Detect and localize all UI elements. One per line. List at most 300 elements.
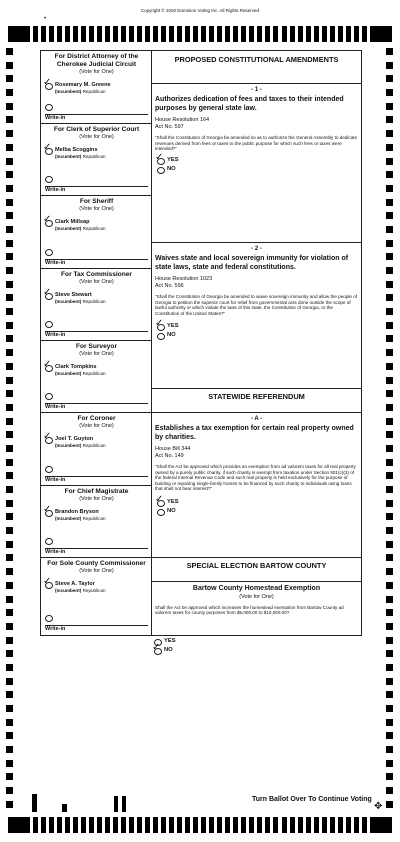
timing-mark xyxy=(137,817,142,833)
timing-mark xyxy=(386,527,393,534)
timing-mark xyxy=(386,472,393,479)
no-option[interactable]: ✓ NO xyxy=(152,642,173,653)
timing-mark xyxy=(6,363,13,370)
timing-mark xyxy=(6,773,13,780)
no-oval[interactable] xyxy=(157,167,165,174)
timing-mark xyxy=(386,377,393,384)
timing-mark xyxy=(97,26,102,42)
timing-mark xyxy=(209,26,214,42)
amendment-number: - 2 - xyxy=(251,246,262,252)
timing-mark xyxy=(8,26,30,42)
contest xyxy=(41,486,152,558)
timing-mark xyxy=(386,75,393,82)
timing-mark xyxy=(386,431,393,438)
amendment-act: Act No. 597 xyxy=(155,124,184,130)
timing-mark xyxy=(6,623,13,630)
timing-mark xyxy=(386,691,393,698)
timing-mark xyxy=(6,472,13,479)
write-in-oval[interactable] xyxy=(45,466,53,473)
candidate-name: Steve Stewart xyxy=(55,292,92,298)
special-election-header: SPECIAL ELECTION BARTOW COUNTY xyxy=(152,558,361,582)
code-block xyxy=(32,794,37,812)
timing-mark xyxy=(386,240,393,247)
check-mark-icon: ✓ xyxy=(43,359,52,370)
timing-mark xyxy=(386,62,393,69)
timing-mark xyxy=(6,335,13,342)
vote-for-instruction: (Vote for One) xyxy=(79,351,114,357)
write-in-label: Write-in xyxy=(45,626,66,632)
timing-mark xyxy=(6,349,13,356)
timing-mark xyxy=(306,817,311,833)
referendum-title: Establishes a tax exemption for certain real property owned by charities. xyxy=(155,425,354,441)
check-mark-icon: ✓ xyxy=(155,493,164,505)
timing-mark xyxy=(314,26,319,42)
referendum-act: Act No. 149 xyxy=(155,453,184,459)
timing-mark xyxy=(362,26,367,42)
amendment-text: "Shall the Constitution of Georgia be amended so as to authorize the General Assembly to dedicate revenues derived from fees or taxes to the public purpose for which such fees or taxes were intended?" xyxy=(155,135,358,152)
write-in-oval[interactable] xyxy=(45,104,53,111)
timing-mark xyxy=(6,678,13,685)
timing-mark xyxy=(6,787,13,794)
timing-mark xyxy=(386,363,393,370)
timing-mark xyxy=(354,26,359,42)
timing-mark xyxy=(249,817,254,833)
timing-mark xyxy=(201,817,206,833)
timing-mark xyxy=(386,294,393,301)
timing-mark xyxy=(6,116,13,123)
candidate-option[interactable] xyxy=(41,214,152,231)
timing-mark xyxy=(257,26,262,42)
timing-mark xyxy=(6,513,13,520)
timing-mark xyxy=(314,817,319,833)
timing-mark xyxy=(225,26,230,42)
candidate-name: Melba Scoggins xyxy=(55,147,98,153)
vote-for-instruction: (Vote for One) xyxy=(79,423,114,429)
timing-mark xyxy=(386,801,393,808)
timing-mark xyxy=(386,212,393,219)
yes-option[interactable]: ✓ YES xyxy=(155,493,179,505)
timing-marks-bottom xyxy=(8,817,392,833)
timing-mark xyxy=(386,746,393,753)
timing-mark xyxy=(33,26,38,42)
timing-mark xyxy=(145,26,150,42)
timing-mark xyxy=(6,609,13,616)
timing-mark xyxy=(386,418,393,425)
contest-title: For Coroner xyxy=(77,415,116,422)
timing-mark xyxy=(362,817,367,833)
turn-ballot-text: Turn Ballot Over To Continue Voting xyxy=(252,796,372,803)
timing-mark xyxy=(330,26,335,42)
check-mark-icon: ✓ xyxy=(43,576,52,587)
timing-mark xyxy=(322,26,327,42)
amendment-reference: House Resolution 1023 xyxy=(155,276,213,282)
timing-mark xyxy=(6,719,13,726)
timing-mark xyxy=(145,817,150,833)
candidate-name: Clark Millsap xyxy=(55,219,90,225)
check-mark-icon: ✓ xyxy=(43,214,52,225)
timing-mark xyxy=(233,817,238,833)
contest-title: For Sheriff xyxy=(79,198,114,205)
write-in-label: Write-in xyxy=(45,404,66,410)
timing-mark xyxy=(161,26,166,42)
timing-mark xyxy=(6,691,13,698)
vote-for-instruction: (Vote for One) xyxy=(79,69,114,75)
timing-mark xyxy=(6,144,13,151)
no-option[interactable]: NO xyxy=(155,165,358,174)
timing-mark xyxy=(6,664,13,671)
timing-mark xyxy=(6,294,13,301)
amendments-header: PROPOSED CONSTITUTIONAL AMENDMENTS xyxy=(152,51,361,84)
contest xyxy=(41,196,152,269)
timing-mark xyxy=(386,335,393,342)
candidate-option[interactable] xyxy=(41,142,152,159)
timing-mark xyxy=(386,144,393,151)
timing-mark xyxy=(386,322,393,329)
timing-mark xyxy=(257,817,262,833)
registration-dot: • xyxy=(44,16,47,22)
copyright-line: Copyright © 2020 Dominion Voting Inc. All Rights Reserved xyxy=(140,8,260,13)
timing-mark xyxy=(386,513,393,520)
timing-mark xyxy=(129,817,134,833)
timing-mark xyxy=(153,26,158,42)
timing-mark xyxy=(386,103,393,110)
timing-mark xyxy=(386,486,393,493)
check-mark-icon: ✓ xyxy=(155,318,164,330)
timing-mark xyxy=(217,26,222,42)
timing-mark xyxy=(354,817,359,833)
timing-mark xyxy=(193,817,198,833)
timing-mark xyxy=(6,500,13,507)
timing-mark xyxy=(298,26,303,42)
timing-mark xyxy=(6,89,13,96)
write-in-oval[interactable] xyxy=(45,538,53,545)
candidate-name: Rosemary M. Greene xyxy=(55,82,111,88)
timing-mark xyxy=(386,787,393,794)
timing-mark xyxy=(65,817,70,833)
contest-title: For Surveyor xyxy=(75,343,118,350)
timing-mark xyxy=(6,185,13,192)
contest-title: For Tax Commissioner xyxy=(61,271,132,278)
timing-mark xyxy=(6,199,13,206)
timing-mark xyxy=(386,267,393,274)
yes-option[interactable]: ✓ YES xyxy=(155,151,179,163)
timing-mark xyxy=(6,637,13,644)
contest-title: For Sole County Commissioner xyxy=(47,560,146,567)
timing-mark xyxy=(386,637,393,644)
timing-mark xyxy=(330,817,335,833)
candidate-party: (Incumbent) Republican xyxy=(55,225,106,231)
timing-mark xyxy=(306,26,311,42)
timing-mark xyxy=(386,664,393,671)
candidate-party: (Incumbent) Republican xyxy=(55,370,106,376)
timing-mark xyxy=(6,554,13,561)
contest xyxy=(41,341,152,413)
timing-mark xyxy=(386,349,393,356)
timing-mark xyxy=(386,650,393,657)
timing-mark xyxy=(290,26,295,42)
timing-mark xyxy=(33,817,38,833)
timing-mark xyxy=(386,116,393,123)
write-in-oval[interactable] xyxy=(45,249,53,256)
timing-mark xyxy=(177,26,182,42)
timing-mark xyxy=(41,817,46,833)
timing-mark xyxy=(161,817,166,833)
timing-mark xyxy=(81,817,86,833)
referendum-a xyxy=(152,413,361,558)
write-in-oval[interactable] xyxy=(45,321,53,328)
candidate-option[interactable] xyxy=(41,431,152,448)
yes-option[interactable]: YES xyxy=(152,637,252,646)
timing-mark xyxy=(8,817,30,833)
candidate-party: (Incumbent) Republican xyxy=(55,587,106,593)
amendment-number: - 1 - xyxy=(251,87,262,93)
no-oval[interactable] xyxy=(157,333,165,340)
timing-mark xyxy=(386,732,393,739)
timing-mark xyxy=(338,817,343,833)
amendment-title: Authorizes dedication of fees and taxes to their intended purposes by general state law. xyxy=(155,96,344,112)
timing-mark xyxy=(346,817,351,833)
timing-mark xyxy=(6,377,13,384)
timing-mark xyxy=(185,817,190,833)
timing-mark xyxy=(370,26,392,42)
check-mark-icon: ✓ xyxy=(43,504,52,515)
timing-mark xyxy=(49,817,54,833)
timing-mark xyxy=(290,817,295,833)
timing-mark xyxy=(233,26,238,42)
amendment-act: Act No. 596 xyxy=(155,283,184,289)
timing-mark xyxy=(6,103,13,110)
vote-for-instruction: (Vote for One) xyxy=(79,279,114,285)
amendment-text: "Shall the Constitution of Georgia be amended to waive sovereign immunity and allow the people of Georgia to petition the superior court for relief from governmental acts done outside the scope of lawful authority or which violate the laws of this state, the Constitution of Georgia, or the Constitution of the United States?" xyxy=(155,294,358,316)
code-block xyxy=(122,796,126,812)
candidate-option[interactable] xyxy=(41,504,152,521)
timing-mark xyxy=(386,596,393,603)
timing-mark xyxy=(386,554,393,561)
special-options xyxy=(152,637,252,655)
measures-column xyxy=(152,51,361,635)
timing-mark xyxy=(6,130,13,137)
timing-mark xyxy=(153,817,158,833)
timing-mark xyxy=(73,26,78,42)
timing-mark xyxy=(6,158,13,165)
timing-mark xyxy=(298,817,303,833)
yes-option[interactable]: ✓ YES xyxy=(155,318,179,330)
amendment-1 xyxy=(152,84,361,243)
timing-mark xyxy=(386,609,393,616)
candidate-party: (Incumbent) Republican xyxy=(55,442,106,448)
timing-mark xyxy=(6,486,13,493)
candidate-party: (Incumbent) Republican xyxy=(55,88,106,94)
timing-mark xyxy=(105,26,110,42)
referendum-header: STATEWIDE REFERENDUM xyxy=(152,389,361,413)
timing-mark xyxy=(6,404,13,411)
timing-mark xyxy=(121,26,126,42)
amendment-2 xyxy=(152,243,361,389)
timing-mark xyxy=(6,431,13,438)
timing-mark xyxy=(6,650,13,657)
timing-mark xyxy=(386,404,393,411)
referendum-text: "Shall the Act be approved which provides an exemption from ad valorem taxes for all real property owned by a purely public charity, if such charity is exempt from taxation under Section 501(c)(3) of the federal Internal Revenue Code and such real property is held exclusively for the purpose of building or repairing single-family homes to be financed by such charity to individuals using loans that shall not bear interest?" xyxy=(155,464,356,492)
timing-mark xyxy=(265,817,270,833)
candidate-option[interactable] xyxy=(41,77,152,94)
timing-mark xyxy=(6,240,13,247)
candidate-option[interactable] xyxy=(41,576,152,593)
timing-mark xyxy=(338,26,343,42)
timing-mark xyxy=(322,817,327,833)
timing-mark xyxy=(6,322,13,329)
timing-mark xyxy=(81,26,86,42)
candidate-option[interactable] xyxy=(41,359,152,376)
timing-mark xyxy=(386,568,393,575)
timing-mark xyxy=(386,582,393,589)
timing-mark xyxy=(273,817,278,833)
timing-mark xyxy=(386,253,393,260)
timing-mark xyxy=(6,308,13,315)
timing-mark xyxy=(346,26,351,42)
timing-mark xyxy=(105,817,110,833)
special-title: Bartow County Homestead Exemption xyxy=(192,585,321,592)
timing-mark xyxy=(209,817,214,833)
timing-mark xyxy=(121,817,126,833)
contest xyxy=(41,413,152,486)
check-mark-icon: ✓ xyxy=(43,287,52,298)
timing-mark xyxy=(386,158,393,165)
timing-mark xyxy=(370,817,392,833)
timing-mark xyxy=(6,760,13,767)
timing-mark xyxy=(217,817,222,833)
timing-mark xyxy=(6,226,13,233)
timing-mark xyxy=(386,459,393,466)
timing-mark xyxy=(89,26,94,42)
timing-mark xyxy=(89,817,94,833)
timing-mark xyxy=(273,26,278,42)
code-block xyxy=(62,804,67,812)
timing-mark xyxy=(6,281,13,288)
no-option[interactable]: NO xyxy=(155,507,358,516)
timing-mark xyxy=(386,171,393,178)
timing-mark xyxy=(41,26,46,42)
timing-mark xyxy=(386,678,393,685)
vote-for-instruction: (Vote for One) xyxy=(79,568,114,574)
timing-mark xyxy=(113,26,118,42)
write-in-oval[interactable] xyxy=(45,176,53,183)
timing-mark xyxy=(265,26,270,42)
contest xyxy=(41,269,152,341)
timing-mark xyxy=(97,817,102,833)
timing-mark xyxy=(386,281,393,288)
candidate-name: Joel T. Guyton xyxy=(55,436,94,442)
timing-mark xyxy=(6,212,13,219)
timing-mark xyxy=(386,623,393,630)
timing-mark xyxy=(6,62,13,69)
timing-mark xyxy=(6,75,13,82)
timing-mark xyxy=(57,26,62,42)
timing-mark xyxy=(6,568,13,575)
timing-mark xyxy=(137,26,142,42)
timing-mark xyxy=(129,26,134,42)
timing-mark xyxy=(249,26,254,42)
timing-mark xyxy=(386,199,393,206)
timing-mark xyxy=(386,773,393,780)
timing-mark xyxy=(386,48,393,55)
timing-mark xyxy=(65,26,70,42)
timing-mark xyxy=(6,746,13,753)
contest-title: For District Attorney of the Cherokee Judicial Circuit xyxy=(54,53,139,68)
timing-mark xyxy=(6,253,13,260)
timing-mark xyxy=(169,817,174,833)
check-mark-icon: ✓ xyxy=(43,142,52,153)
timing-mark xyxy=(386,541,393,548)
contest-title: For Clerk of Superior Court xyxy=(53,126,140,133)
referendum-reference: House Bill 344 xyxy=(155,446,191,452)
amendment-reference: House Resolution 164 xyxy=(155,117,210,123)
timing-mark xyxy=(73,817,78,833)
timing-mark xyxy=(282,26,287,42)
timing-mark xyxy=(6,582,13,589)
timing-mark xyxy=(49,26,54,42)
timing-mark xyxy=(6,390,13,397)
crosshair-icon: ✥ xyxy=(374,801,383,812)
contest xyxy=(41,51,152,124)
timing-mark xyxy=(6,801,13,808)
timing-marks-left xyxy=(6,48,13,808)
timing-marks-top xyxy=(8,26,392,42)
timing-mark xyxy=(169,26,174,42)
timing-mark xyxy=(113,817,118,833)
timing-mark xyxy=(193,26,198,42)
write-in-oval[interactable] xyxy=(45,615,53,622)
write-in-label: Write-in xyxy=(45,115,66,121)
vote-for-instruction: (Vote for One) xyxy=(79,134,114,140)
referendum-number: - A - xyxy=(250,416,263,422)
timing-mark xyxy=(6,541,13,548)
timing-mark xyxy=(241,26,246,42)
timing-mark xyxy=(6,171,13,178)
special-text: Shall the Act be approved which increases the homestead exemption from Bartow County ad valorem taxes for county purposes from $5,000.00 to $10,000.00? xyxy=(155,604,344,616)
timing-mark xyxy=(57,817,62,833)
check-mark-icon: ✓ xyxy=(155,151,164,163)
check-mark-icon: ✓ xyxy=(152,642,161,653)
contest-title: For Chief Magistrate xyxy=(64,488,129,495)
timing-mark xyxy=(386,705,393,712)
candidate-option[interactable] xyxy=(41,287,152,304)
timing-mark xyxy=(6,48,13,55)
amendment-title: Waives state and local sovereign immunity for violation of state laws, state and federal constitutions. xyxy=(155,255,349,271)
write-in-label: Write-in xyxy=(45,260,66,266)
no-oval[interactable] xyxy=(157,509,165,516)
timing-mark xyxy=(201,26,206,42)
vote-for-instruction: (Vote for One) xyxy=(79,496,114,502)
code-block xyxy=(114,796,118,812)
check-mark-icon: ✓ xyxy=(43,431,52,442)
timing-mark xyxy=(6,705,13,712)
timing-mark xyxy=(6,732,13,739)
candidate-name: Steve A. Taylor xyxy=(55,581,95,587)
timing-mark xyxy=(386,500,393,507)
no-option[interactable]: NO xyxy=(155,331,358,340)
timing-mark xyxy=(241,817,246,833)
check-mark-icon: ✓ xyxy=(43,77,52,88)
timing-mark xyxy=(6,418,13,425)
candidate-name: Clark Tompkins xyxy=(55,364,97,370)
timing-mark xyxy=(386,226,393,233)
write-in-oval[interactable] xyxy=(45,393,53,400)
timing-marks-right xyxy=(386,48,393,808)
candidate-name: Brandon Bryson xyxy=(55,509,99,515)
vote-for-instruction: (Vote for One) xyxy=(79,206,114,212)
timing-mark xyxy=(386,308,393,315)
special-vote-for: (Vote for One) xyxy=(239,593,274,600)
